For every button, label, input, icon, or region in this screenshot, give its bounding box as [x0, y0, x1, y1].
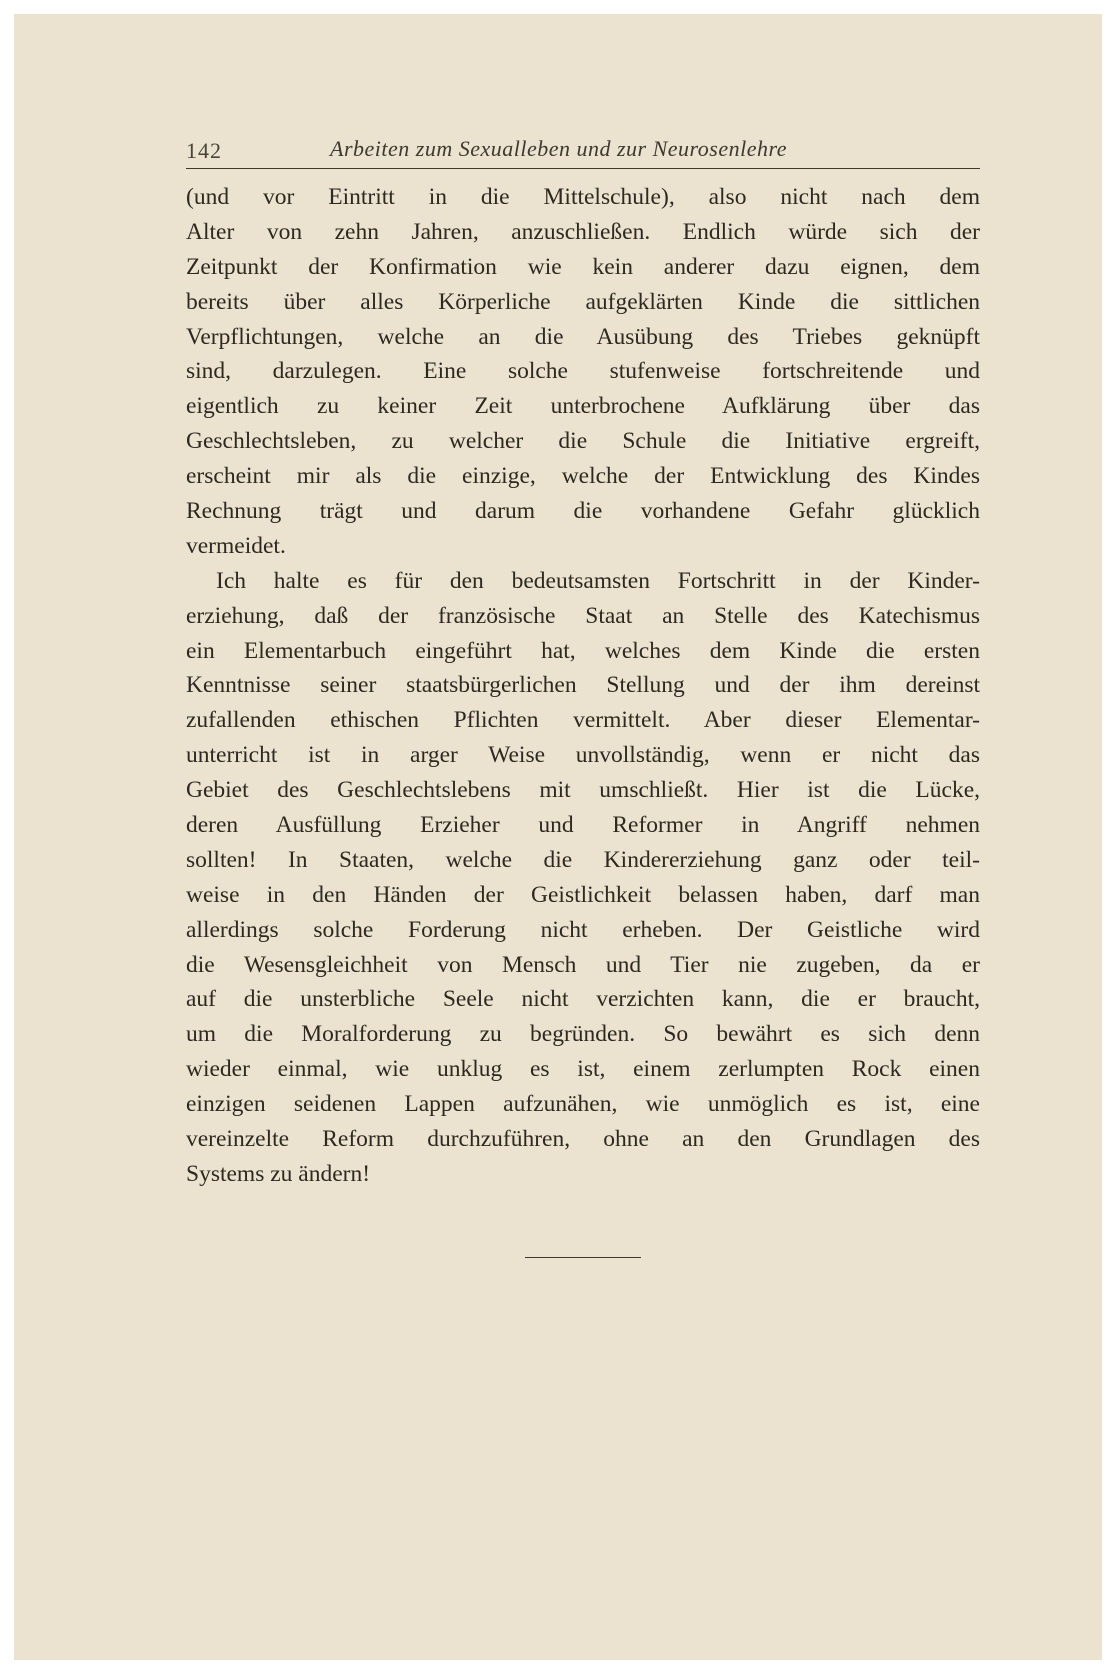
- text-line: (und vor Eintritt in die Mittelschule), also nicht nach dem: [186, 184, 980, 210]
- text-line: deren Ausfüllung Erzieher und Reformer in Angriff nehmen: [186, 812, 980, 839]
- body-text: [186, 180, 980, 1192]
- text-line: zufallenden ethischen Pflichten vermittelt. Aber dieser Elementar-: [186, 707, 980, 734]
- text-line: erscheint mir als die einzige, welche der Entwicklung des Kindes: [186, 463, 980, 490]
- text-line: eigentlich zu keiner Zeit unterbrochene Aufklärung über das: [186, 393, 980, 420]
- text-line: Verpflichtungen, welche an die Ausübung des Triebes geknüpft: [186, 323, 980, 350]
- text-line: sind, darzulegen. Eine solche stufenweise fortschreitende und: [186, 358, 980, 385]
- running-head: Arbeiten zum Sexualleben und zur Neurosenlehre: [330, 136, 788, 161]
- text-line: Ich halte es für den bedeutsamsten Fortschritt in der Kinder-: [216, 567, 980, 594]
- text-line: Gebiet des Geschlechtslebens mit umschließt. Hier ist die Lücke,: [186, 777, 980, 804]
- text-line: bereits über alles Körperliche aufgeklärten Kinde die sittlichen: [186, 288, 980, 315]
- text-line: Zeitpunkt der Konfirmation wie kein anderer dazu eignen, dem: [186, 253, 980, 280]
- text-line: auf die unsterbliche Seele nicht verzichten kann, die er braucht,: [186, 986, 980, 1013]
- header-rule: [186, 168, 980, 169]
- text-line: weise in den Händen der Geistlichkeit belassen haben, darf man: [186, 881, 980, 908]
- text-line: Kenntnisse seiner staatsbürgerlichen Stellung und der ihm dereinst: [186, 672, 980, 699]
- page-number: 142: [186, 138, 222, 163]
- text-line: unterricht ist in arger Weise unvollständig, wenn er nicht das: [186, 742, 980, 769]
- page-header: [186, 136, 980, 166]
- text-line: ein Elementarbuch eingeführt hat, welches dem Kinde die ersten: [186, 637, 980, 664]
- text-line: Rechnung trägt und darum die vorhandene Gefahr glücklich: [186, 498, 980, 525]
- text-line: erziehung, daß der französische Staat an Stelle des Katechismus: [186, 602, 980, 629]
- text-line: um die Moralforderung zu begründen. So bewährt es sich denn: [186, 1021, 980, 1048]
- text-line: die Wesensgleichheit von Mensch und Tier nie zugeben, da er: [186, 951, 980, 978]
- text-line: vereinzelte Reform durchzuführen, ohne an den Grundlagen des: [186, 1126, 980, 1153]
- text-line: sollten! In Staaten, welche die Kindererziehung ganz oder teil-: [186, 846, 980, 873]
- text-line: einzigen seidenen Lappen aufzunähen, wie unmöglich es ist, eine: [186, 1091, 980, 1118]
- text-line: wieder einmal, wie unklug es ist, einem zerlumpten Rock einen: [186, 1056, 980, 1083]
- section-end-rule: [525, 1257, 641, 1258]
- text-line: allerdings solche Forderung nicht erheben. Der Geistliche wird: [186, 916, 980, 943]
- text-line: Systems zu ändern!: [186, 1160, 371, 1187]
- text-line: Geschlechtsleben, zu welcher die Schule die Initiative ergreift,: [186, 428, 980, 455]
- text-line: vermeidet.: [186, 532, 286, 559]
- text-line: Alter von zehn Jahren, anzuschließen. Endlich würde sich der: [186, 218, 980, 245]
